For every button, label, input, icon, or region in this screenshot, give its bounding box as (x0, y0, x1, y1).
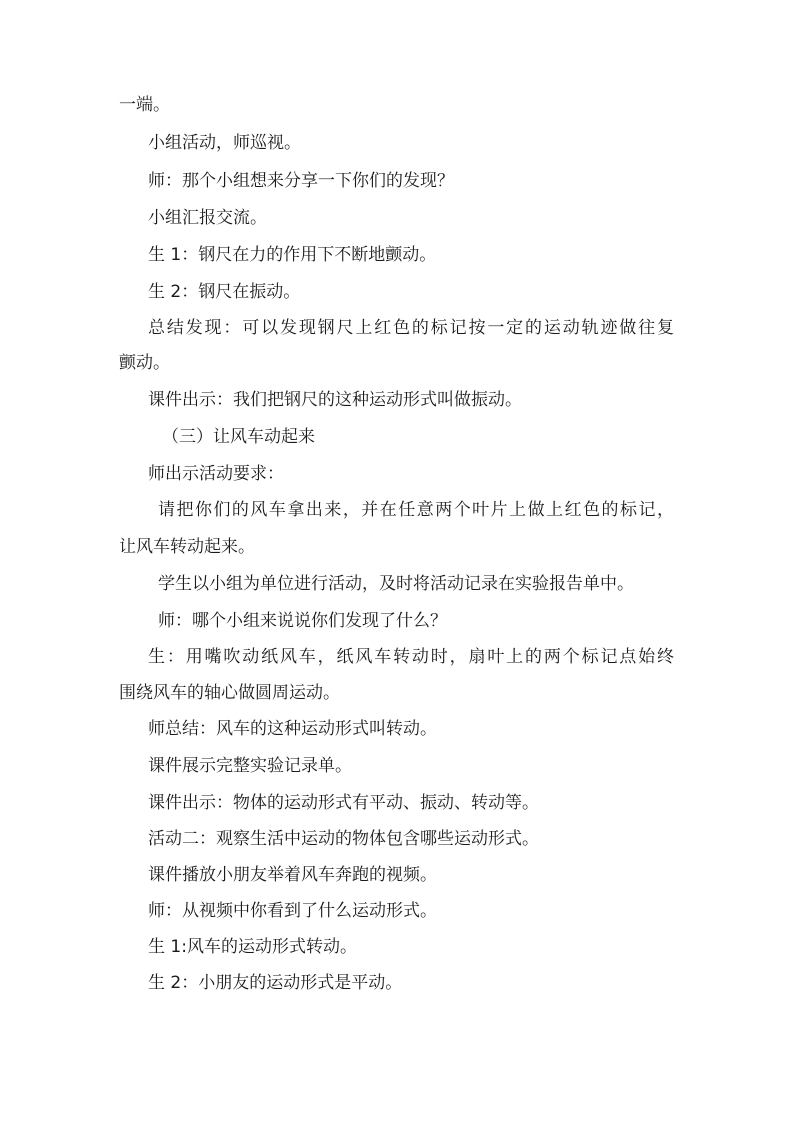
text-line: 让风车转动起来。 (119, 537, 255, 557)
text-line: 请把你们的风车拿出来，并在任意两个叶片上做上红色的标记， (158, 500, 674, 520)
text-line: 小组活动，师巡视。 (148, 133, 301, 153)
text-line: 课件播放小朋友举着风车奔跑的视频。 (148, 865, 437, 885)
text-line: 学生以小组为单位进行活动，及时将活动记录在实验报告单中。 (158, 574, 634, 594)
text-line: 颤动。 (119, 353, 170, 373)
text-line: 课件出示：物体的运动形式有平动、振动、转动等。 (148, 793, 539, 813)
text-line: 小组汇报交流。 (148, 208, 267, 228)
text-line: 一端。 (119, 95, 170, 115)
section-heading: （三）让风车动起来 (162, 427, 315, 447)
text-line: 师：从视频中你看到了什么运动形式。 (148, 901, 437, 921)
text-line: 生：用嘴吹动纸风车，纸风车转动时，扇叶上的两个标记点始终 (148, 647, 674, 667)
text-line: 生 1：钢尺在力的作用下不断地颤动。 (148, 245, 437, 265)
text-line: 师：哪个小组来说说你们发现了什么？ (158, 611, 447, 631)
text-line: 师出示活动要求： (148, 464, 284, 484)
text-line: 围绕风车的轴心做圆周运动。 (119, 683, 340, 703)
text-line: 师：那个小组想来分享一下你们的发现？ (148, 171, 454, 191)
text-line: 活动二：观察生活中运动的物体包含哪些运动形式。 (148, 829, 539, 849)
text-line: 生 2：小朋友的运动形式是平动。 (148, 973, 403, 993)
text-line: 课件展示完整实验记录单。 (148, 756, 352, 776)
text-line: 师总结：风车的这种运动形式叫转动。 (148, 719, 437, 739)
text-line: 生 1:风车的运动形式转动。 (148, 937, 357, 957)
text-line: 总结发现：可以发现钢尺上红色的标记按一定的运动轨迹做往复 (148, 318, 674, 338)
text-line: 生 2：钢尺在振动。 (148, 282, 301, 302)
text-line: 课件出示：我们把钢尺的这种运动形式叫做振动。 (148, 390, 522, 410)
